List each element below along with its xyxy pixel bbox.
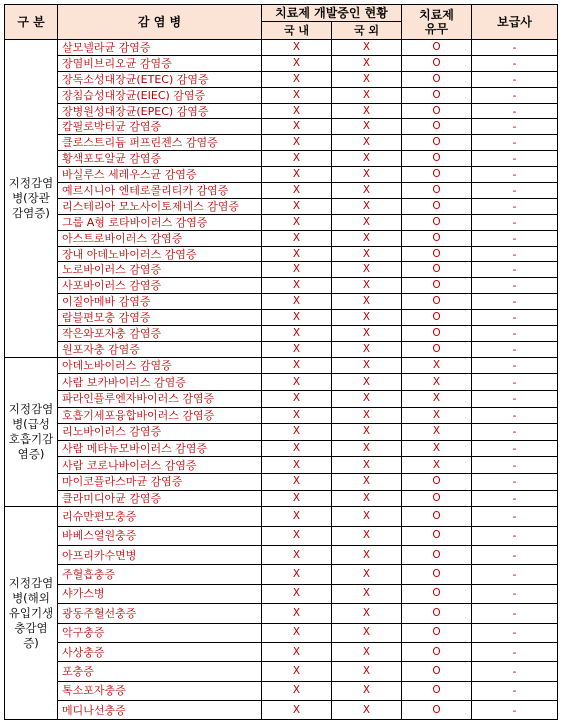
- domestic-status-cell: X: [262, 473, 332, 490]
- group-label: 지정감염병(장관감염증): [5, 40, 58, 358]
- supplier-cell: -: [472, 214, 558, 230]
- treatment-status-cell: O: [402, 262, 472, 278]
- domestic-status-cell: X: [262, 230, 332, 246]
- domestic-status-cell: X: [262, 545, 332, 564]
- treatment-status-cell: O: [402, 278, 472, 294]
- disease-name-cell: 바실루스 세레우스균 감염증: [58, 167, 262, 183]
- disease-name-cell: 톡소포자충증: [58, 681, 262, 700]
- disease-name-cell: 악구충증: [58, 623, 262, 642]
- domestic-status-cell: X: [262, 526, 332, 545]
- treatment-status-cell: X: [402, 374, 472, 391]
- foreign-status-cell: X: [332, 183, 402, 199]
- domestic-status-cell: X: [262, 681, 332, 700]
- treatment-status-cell: O: [402, 167, 472, 183]
- treatment-status-cell: O: [402, 623, 472, 642]
- foreign-status-cell: X: [332, 230, 402, 246]
- domestic-status-cell: X: [262, 183, 332, 199]
- domestic-status-cell: X: [262, 457, 332, 474]
- supplier-cell: -: [472, 326, 558, 342]
- domestic-status-cell: X: [262, 87, 332, 103]
- infectious-disease-table-wrapper: [4, 4, 558, 720]
- table-row: [5, 662, 558, 681]
- table-row: [5, 357, 558, 374]
- disease-name-cell: 장내 아데노바이러스 감염증: [58, 246, 262, 262]
- disease-name-cell: 장병원성대장균(EPEC) 감염증: [58, 103, 262, 119]
- disease-name-cell: 사상충증: [58, 642, 262, 661]
- treatment-status-cell: O: [402, 473, 472, 490]
- table-row: [5, 642, 558, 661]
- supplier-cell: -: [472, 103, 558, 119]
- domestic-status-cell: X: [262, 584, 332, 603]
- table-row: [5, 246, 558, 262]
- disease-name-cell: 메디나선충증: [58, 701, 262, 720]
- header-supplier: 보급사: [472, 5, 558, 40]
- foreign-status-cell: X: [332, 526, 402, 545]
- supplier-cell: -: [472, 701, 558, 720]
- table-row: [5, 473, 558, 490]
- supplier-cell: -: [472, 230, 558, 246]
- table-row: [5, 584, 558, 603]
- treatment-status-cell: O: [402, 183, 472, 199]
- table-row: [5, 278, 558, 294]
- treatment-status-cell: O: [402, 310, 472, 326]
- disease-name-cell: 노로바이러스 감염증: [58, 262, 262, 278]
- table-row: [5, 374, 558, 391]
- domestic-status-cell: X: [262, 214, 332, 230]
- table-row: [5, 565, 558, 584]
- disease-name-cell: 클라미디아균 감염증: [58, 490, 262, 507]
- table-row: [5, 119, 558, 135]
- disease-name-cell: 장침습성대장균(EIEC) 감염증: [58, 87, 262, 103]
- treatment-status-cell: O: [402, 230, 472, 246]
- disease-name-cell: 샤가스병: [58, 584, 262, 603]
- foreign-status-cell: X: [332, 262, 402, 278]
- foreign-status-cell: X: [332, 55, 402, 71]
- foreign-status-cell: X: [332, 198, 402, 214]
- domestic-status-cell: X: [262, 246, 332, 262]
- supplier-cell: -: [472, 374, 558, 391]
- header-treatment: [402, 5, 472, 40]
- domestic-status-cell: X: [262, 119, 332, 135]
- table-row: [5, 71, 558, 87]
- disease-name-cell: 아스트로바이러스 감염증: [58, 230, 262, 246]
- table-row: [5, 151, 558, 167]
- supplier-cell: -: [472, 490, 558, 507]
- domestic-status-cell: X: [262, 407, 332, 424]
- disease-name-cell: 파라인플루엔자바이러스 감염증: [58, 391, 262, 408]
- disease-name-cell: 바베스열원충증: [58, 526, 262, 545]
- disease-name-cell: 원포자충 감염증: [58, 341, 262, 357]
- table-row: [5, 407, 558, 424]
- disease-name-cell: 사포바이러스 감염증: [58, 278, 262, 294]
- table-row: [5, 545, 558, 564]
- foreign-status-cell: X: [332, 473, 402, 490]
- foreign-status-cell: X: [332, 294, 402, 310]
- treatment-status-cell: O: [402, 198, 472, 214]
- table-row: [5, 424, 558, 441]
- domestic-status-cell: X: [262, 623, 332, 642]
- domestic-status-cell: X: [262, 507, 332, 526]
- disease-name-cell: 리스테리아 모노사이토제네스 감염증: [58, 198, 262, 214]
- treatment-status-cell: O: [402, 507, 472, 526]
- table-row: [5, 103, 558, 119]
- supplier-cell: -: [472, 604, 558, 623]
- treatment-status-cell: O: [402, 151, 472, 167]
- domestic-status-cell: X: [262, 262, 332, 278]
- treatment-status-cell: O: [402, 526, 472, 545]
- foreign-status-cell: X: [332, 71, 402, 87]
- header-treatment-line1: 치료제: [419, 8, 454, 22]
- domestic-status-cell: X: [262, 341, 332, 357]
- supplier-cell: -: [472, 407, 558, 424]
- table-row: [5, 294, 558, 310]
- table-row: [5, 326, 558, 342]
- disease-name-cell: 리슈만편모충증: [58, 507, 262, 526]
- infectious-disease-treatment-table: [4, 4, 558, 720]
- treatment-status-cell: O: [402, 701, 472, 720]
- disease-name-cell: 아데노바이러스 감염증: [58, 357, 262, 374]
- treatment-status-cell: O: [402, 214, 472, 230]
- treatment-status-cell: O: [402, 490, 472, 507]
- supplier-cell: -: [472, 565, 558, 584]
- table-row: [5, 198, 558, 214]
- group-label: 지정감염병(해외유입기생충감염증): [5, 507, 58, 720]
- treatment-status-cell: O: [402, 326, 472, 342]
- disease-name-cell: 광동주혈선충증: [58, 604, 262, 623]
- supplier-cell: -: [472, 40, 558, 56]
- foreign-status-cell: X: [332, 642, 402, 661]
- header-dev-status: 치료제 개발중인 현황: [262, 5, 402, 22]
- domestic-status-cell: X: [262, 357, 332, 374]
- treatment-status-cell: O: [402, 119, 472, 135]
- foreign-status-cell: X: [332, 135, 402, 151]
- supplier-cell: -: [472, 198, 558, 214]
- domestic-status-cell: X: [262, 103, 332, 119]
- domestic-status-cell: X: [262, 326, 332, 342]
- group-label: 지정감염병(급성호흡기감염증): [5, 357, 58, 506]
- supplier-cell: -: [472, 87, 558, 103]
- supplier-cell: -: [472, 440, 558, 457]
- disease-name-cell: 포충증: [58, 662, 262, 681]
- treatment-status-cell: O: [402, 662, 472, 681]
- table-row: [5, 526, 558, 545]
- foreign-status-cell: X: [332, 424, 402, 441]
- foreign-status-cell: X: [332, 246, 402, 262]
- supplier-cell: -: [472, 424, 558, 441]
- table-row: [5, 604, 558, 623]
- supplier-cell: -: [472, 183, 558, 199]
- disease-name-cell: 사람 메타뉴모바이러스 감염증: [58, 440, 262, 457]
- domestic-status-cell: X: [262, 642, 332, 661]
- supplier-cell: -: [472, 135, 558, 151]
- foreign-status-cell: X: [332, 357, 402, 374]
- supplier-cell: -: [472, 71, 558, 87]
- table-row: [5, 87, 558, 103]
- supplier-cell: -: [472, 151, 558, 167]
- table-row: [5, 310, 558, 326]
- domestic-status-cell: X: [262, 40, 332, 56]
- table-row: [5, 40, 558, 56]
- table-row: [5, 391, 558, 408]
- foreign-status-cell: X: [332, 440, 402, 457]
- foreign-status-cell: X: [332, 507, 402, 526]
- disease-name-cell: 호흡기세포융합바이러스 감염증: [58, 407, 262, 424]
- group-parasitic: [5, 507, 558, 720]
- disease-name-cell: 살모넬라균 감염증: [58, 40, 262, 56]
- foreign-status-cell: X: [332, 584, 402, 603]
- domestic-status-cell: X: [262, 565, 332, 584]
- supplier-cell: -: [472, 545, 558, 564]
- foreign-status-cell: X: [332, 310, 402, 326]
- foreign-status-cell: X: [332, 701, 402, 720]
- domestic-status-cell: X: [262, 662, 332, 681]
- foreign-status-cell: X: [332, 167, 402, 183]
- table-row: [5, 55, 558, 71]
- disease-name-cell: 사람 코로나바이러스 감염증: [58, 457, 262, 474]
- supplier-cell: -: [472, 119, 558, 135]
- supplier-cell: -: [472, 391, 558, 408]
- domestic-status-cell: X: [262, 135, 332, 151]
- treatment-status-cell: O: [402, 55, 472, 71]
- treatment-status-cell: O: [402, 565, 472, 584]
- domestic-status-cell: X: [262, 440, 332, 457]
- foreign-status-cell: X: [332, 151, 402, 167]
- foreign-status-cell: X: [332, 87, 402, 103]
- table-row: [5, 490, 558, 507]
- domestic-status-cell: X: [262, 310, 332, 326]
- disease-name-cell: 이질아메바 감염증: [58, 294, 262, 310]
- disease-name-cell: 리노바이러스 감염증: [58, 424, 262, 441]
- supplier-cell: -: [472, 167, 558, 183]
- disease-name-cell: 사람 보카바이러스 감염증: [58, 374, 262, 391]
- header-domestic: 국 내: [262, 22, 332, 40]
- disease-name-cell: 클로스트리듐 퍼프린젠스 감염증: [58, 135, 262, 151]
- treatment-status-cell: O: [402, 341, 472, 357]
- disease-name-cell: 아프리카수면병: [58, 545, 262, 564]
- disease-name-cell: 예르시니아 엔테로콜리티카 감염증: [58, 183, 262, 199]
- supplier-cell: -: [472, 526, 558, 545]
- treatment-status-cell: O: [402, 135, 472, 151]
- group-respiratory: [5, 357, 558, 506]
- table-row: [5, 341, 558, 357]
- supplier-cell: -: [472, 310, 558, 326]
- supplier-cell: -: [472, 662, 558, 681]
- domestic-status-cell: X: [262, 374, 332, 391]
- supplier-cell: -: [472, 278, 558, 294]
- treatment-status-cell: O: [402, 681, 472, 700]
- foreign-status-cell: X: [332, 407, 402, 424]
- treatment-status-cell: X: [402, 457, 472, 474]
- domestic-status-cell: X: [262, 151, 332, 167]
- table-row: [5, 214, 558, 230]
- treatment-status-cell: X: [402, 407, 472, 424]
- table-row: [5, 457, 558, 474]
- table-header: [5, 5, 558, 40]
- treatment-status-cell: O: [402, 604, 472, 623]
- disease-name-cell: 주혈흡충증: [58, 565, 262, 584]
- supplier-cell: -: [472, 584, 558, 603]
- table-row: [5, 135, 558, 151]
- supplier-cell: -: [472, 642, 558, 661]
- header-treatment-line2: 유무: [424, 22, 449, 36]
- header-disease: 감 염 병: [58, 5, 262, 40]
- table-row: [5, 230, 558, 246]
- foreign-status-cell: X: [332, 103, 402, 119]
- disease-name-cell: 작은와포자충 감염증: [58, 326, 262, 342]
- foreign-status-cell: X: [332, 278, 402, 294]
- treatment-status-cell: O: [402, 71, 472, 87]
- disease-name-cell: 장염비브리오균 감염증: [58, 55, 262, 71]
- treatment-status-cell: O: [402, 103, 472, 119]
- table-row: [5, 623, 558, 642]
- foreign-status-cell: X: [332, 374, 402, 391]
- supplier-cell: -: [472, 507, 558, 526]
- foreign-status-cell: X: [332, 341, 402, 357]
- supplier-cell: -: [472, 262, 558, 278]
- disease-name-cell: 람블편모충 감염증: [58, 310, 262, 326]
- domestic-status-cell: X: [262, 604, 332, 623]
- domestic-status-cell: X: [262, 490, 332, 507]
- treatment-status-cell: O: [402, 294, 472, 310]
- supplier-cell: -: [472, 623, 558, 642]
- treatment-status-cell: O: [402, 584, 472, 603]
- foreign-status-cell: X: [332, 662, 402, 681]
- foreign-status-cell: X: [332, 604, 402, 623]
- supplier-cell: -: [472, 457, 558, 474]
- foreign-status-cell: X: [332, 545, 402, 564]
- foreign-status-cell: X: [332, 40, 402, 56]
- domestic-status-cell: X: [262, 278, 332, 294]
- domestic-status-cell: X: [262, 55, 332, 71]
- treatment-status-cell: O: [402, 246, 472, 262]
- treatment-status-cell: O: [402, 40, 472, 56]
- foreign-status-cell: X: [332, 391, 402, 408]
- supplier-cell: -: [472, 357, 558, 374]
- table-row: [5, 681, 558, 700]
- foreign-status-cell: X: [332, 490, 402, 507]
- header-category: 구 분: [5, 5, 58, 40]
- supplier-cell: -: [472, 55, 558, 71]
- table-row: [5, 507, 558, 526]
- disease-name-cell: 황색포도알균 감염증: [58, 151, 262, 167]
- foreign-status-cell: X: [332, 681, 402, 700]
- disease-name-cell: 마이코플라스마균 감염증: [58, 473, 262, 490]
- foreign-status-cell: X: [332, 326, 402, 342]
- domestic-status-cell: X: [262, 701, 332, 720]
- treatment-status-cell: X: [402, 440, 472, 457]
- domestic-status-cell: X: [262, 167, 332, 183]
- header-foreign: 국 외: [332, 22, 402, 40]
- disease-name-cell: 캄필로박터균 감염증: [58, 119, 262, 135]
- treatment-status-cell: X: [402, 424, 472, 441]
- treatment-status-cell: X: [402, 357, 472, 374]
- domestic-status-cell: X: [262, 71, 332, 87]
- table-row: [5, 167, 558, 183]
- foreign-status-cell: X: [332, 119, 402, 135]
- foreign-status-cell: X: [332, 457, 402, 474]
- group-enteric: [5, 40, 558, 358]
- disease-name-cell: 그룹 A형 로타바이러스 감염증: [58, 214, 262, 230]
- supplier-cell: -: [472, 246, 558, 262]
- foreign-status-cell: X: [332, 623, 402, 642]
- supplier-cell: -: [472, 341, 558, 357]
- treatment-status-cell: O: [402, 87, 472, 103]
- table-row: [5, 701, 558, 720]
- domestic-status-cell: X: [262, 391, 332, 408]
- supplier-cell: -: [472, 681, 558, 700]
- foreign-status-cell: X: [332, 565, 402, 584]
- domestic-status-cell: X: [262, 198, 332, 214]
- supplier-cell: -: [472, 294, 558, 310]
- table-row: [5, 440, 558, 457]
- domestic-status-cell: X: [262, 294, 332, 310]
- table-row: [5, 262, 558, 278]
- table-row: [5, 183, 558, 199]
- supplier-cell: -: [472, 473, 558, 490]
- treatment-status-cell: X: [402, 391, 472, 408]
- foreign-status-cell: X: [332, 214, 402, 230]
- treatment-status-cell: O: [402, 545, 472, 564]
- domestic-status-cell: X: [262, 424, 332, 441]
- treatment-status-cell: O: [402, 642, 472, 661]
- disease-name-cell: 장독소성대장균(ETEC) 감염증: [58, 71, 262, 87]
